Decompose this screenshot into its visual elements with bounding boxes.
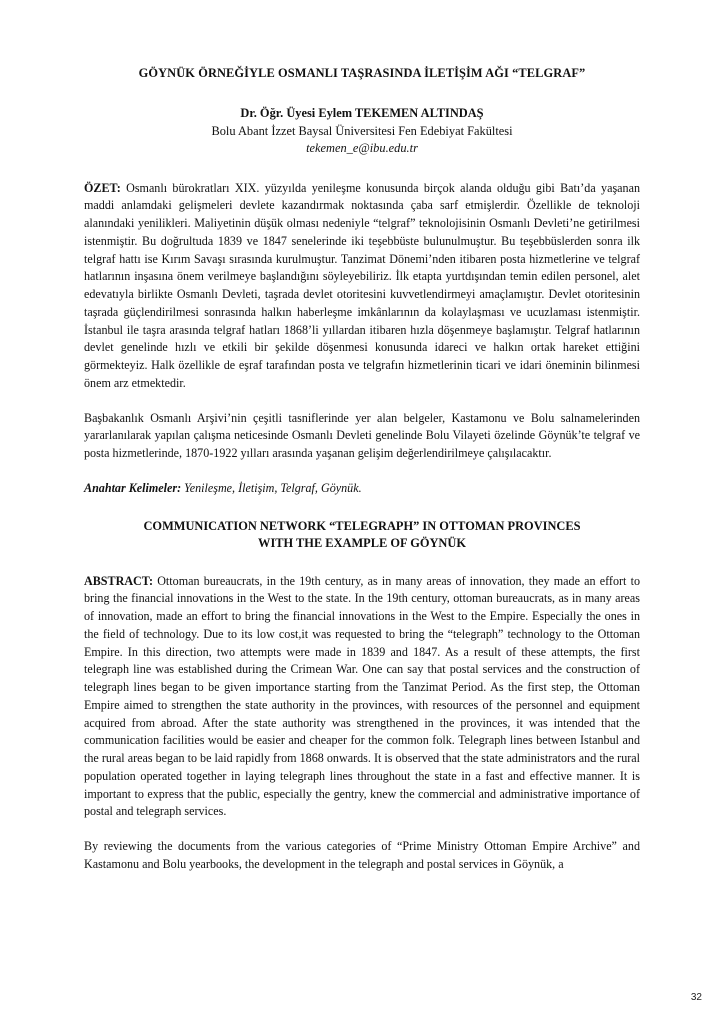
english-title bbox=[84, 518, 640, 553]
author-name: Dr. Öğr. Üyesi Eylem TEKEMEN ALTINDAŞ bbox=[240, 106, 484, 120]
english-title-line-2: WITH THE EXAMPLE OF GÖYNÜK bbox=[258, 536, 466, 550]
english-title-line-1: COMMUNICATION NETWORK “TELEGRAPH” IN OTTOMAN PROVINCES bbox=[143, 518, 581, 533]
ozet-paragraph-2: Başbakanlık Osmanlı Arşivi’nin çeşitli tasniflerinde yer alan belgeler, Kastamonu ve Bolu salnamelerinden yararlanılarak yapılan çalışma neticesinde Osmanlı Devleti genelinde Bolu Vilayeti özelinde Göynük’te telgraf ve posta hizmetlerinde, 1870-1922 yılları arasında yaşanan gelişim değerlendirilmeye çalışılacaktır. bbox=[84, 410, 640, 460]
ozet-text: Osmanlı bürokratları XIX. yüzyılda yenileşme konusunda birçok alanda olduğu gibi Batı’da yaşanan maddi anlamdaki gelişmeleri devlete kazandırmak noktasında çaba sarf etmişlerdir. Özellikle de teknoloji alanındaki yenilikleri. Maliyetinin düşük olması nedeniyle “telgraf” teknolojisinin Osmanlı Devleti’ne getirilmesi istenmiştir. Bu doğrultuda 1839 ve 1847 senelerinde iki teşebbüste bulunulmuştur. Bu teşebbüslerden sonra ilk telgraf hattı ise Kırım Savaşı sırasında kurulmuştur. Tanzimat Dönemi’nden itibaren posta hizmetlerine ve telgraf hatlarının inşasına önem verilmeye başlandığını söyleyebiliriz. İlk etapta yurtdışından temin edilen personel, alet edevatıyla birlikte Osmanlı Devleti, taşrada devlet otoritesini kuvvetlendirmeyi amaçlamıştır. Devlet otoritesinin taşrada güçlendirilmesi sonrasında halkın haberleşme imkânlarının da kolaylaşması ve ucuzlaması istenmiştir. İstanbul ile taşra arasında telgraf hatları 1868’li yıllardan itibaren hızla döşenmeye başlamıştır. Telgraf hatlarının devlet genelinde hızlı ve etkili bir şekilde döşenmesi konusunda idareci ve halkın ortak hareket ettiğini görmekteyiz. Halk özellikle de eşraf tarafından posta ve telgrafın hizmetlerinin ticari ve idari öneminin bilinmesi önem arz etmektedir. bbox=[84, 180, 640, 390]
keywords-text: Yenileşme, İletişim, Telgraf, Göynük. bbox=[181, 480, 362, 495]
author-block bbox=[84, 105, 640, 158]
abstract-label: ABSTRACT: bbox=[84, 573, 153, 588]
paper-page bbox=[84, 66, 640, 891]
page-number: 32 bbox=[690, 992, 702, 1003]
abstract-paragraph-2: By reviewing the documents from the various categories of “Prime Ministry Ottoman Empire Archive” and Kastamonu and Bolu yearbooks, the development in the telegraph and postal services in Göynük, a bbox=[84, 839, 640, 871]
abstract-paragraph bbox=[84, 573, 640, 822]
keywords-label: Anahtar Kelimeler: bbox=[84, 480, 182, 495]
ozet-paragraph bbox=[84, 180, 640, 393]
keywords bbox=[84, 480, 640, 498]
author-email[interactable]: tekemen_e@ibu.edu.tr bbox=[306, 141, 418, 155]
author-affiliation: Bolu Abant İzzet Baysal Üniversitesi Fen Edebiyat Fakültesi bbox=[211, 123, 513, 138]
paper-title: GÖYNÜK ÖRNEĞİYLE OSMANLI TAŞRASINDA İLETİŞİM AĞI “TELGRAF” bbox=[138, 66, 586, 80]
abstract-text: Ottoman bureaucrats, in the 19th century, as in many areas of innovation, they made an effort to bring the financial innovations in the West to the state. In the 19th century, ottoman bureaucrats, as in many areas of innovation, made an effort to bring the financial innovations in the West to the Empire. Especially the ones in the field of technology. Due to its low cost,it was requested to bring the “telegraph” technology to the Ottoman Empire. In this direction, two attempts were made in 1839 and 1847. As a result of these attempts, the first telegraph line was established during the Crimean War. One can say that postal services and the construction of telegraph lines began to be given importance starting from the Tanzimat Period. As the first step, the Ottoman Empire aimed to strengthen the state authority in the provinces, with resources of the personnel and equipment acquired from abroad. After the state authority was strengthened in the provinces, it was intended that the communication facilities would be easier and cheaper for the common folk. Telegraph lines between Istanbul and the rural areas began to be laid rapidly from 1868 onwards. It is observed that the state administrators and the rural population operated together in laying telegraph lines throughout the state in a fast and effective manner. It is important to express that the public, especially the gentry, knew the commercial and administrative importance of postal and telegraph services. bbox=[84, 573, 640, 819]
ozet-label: ÖZET: bbox=[84, 180, 121, 195]
